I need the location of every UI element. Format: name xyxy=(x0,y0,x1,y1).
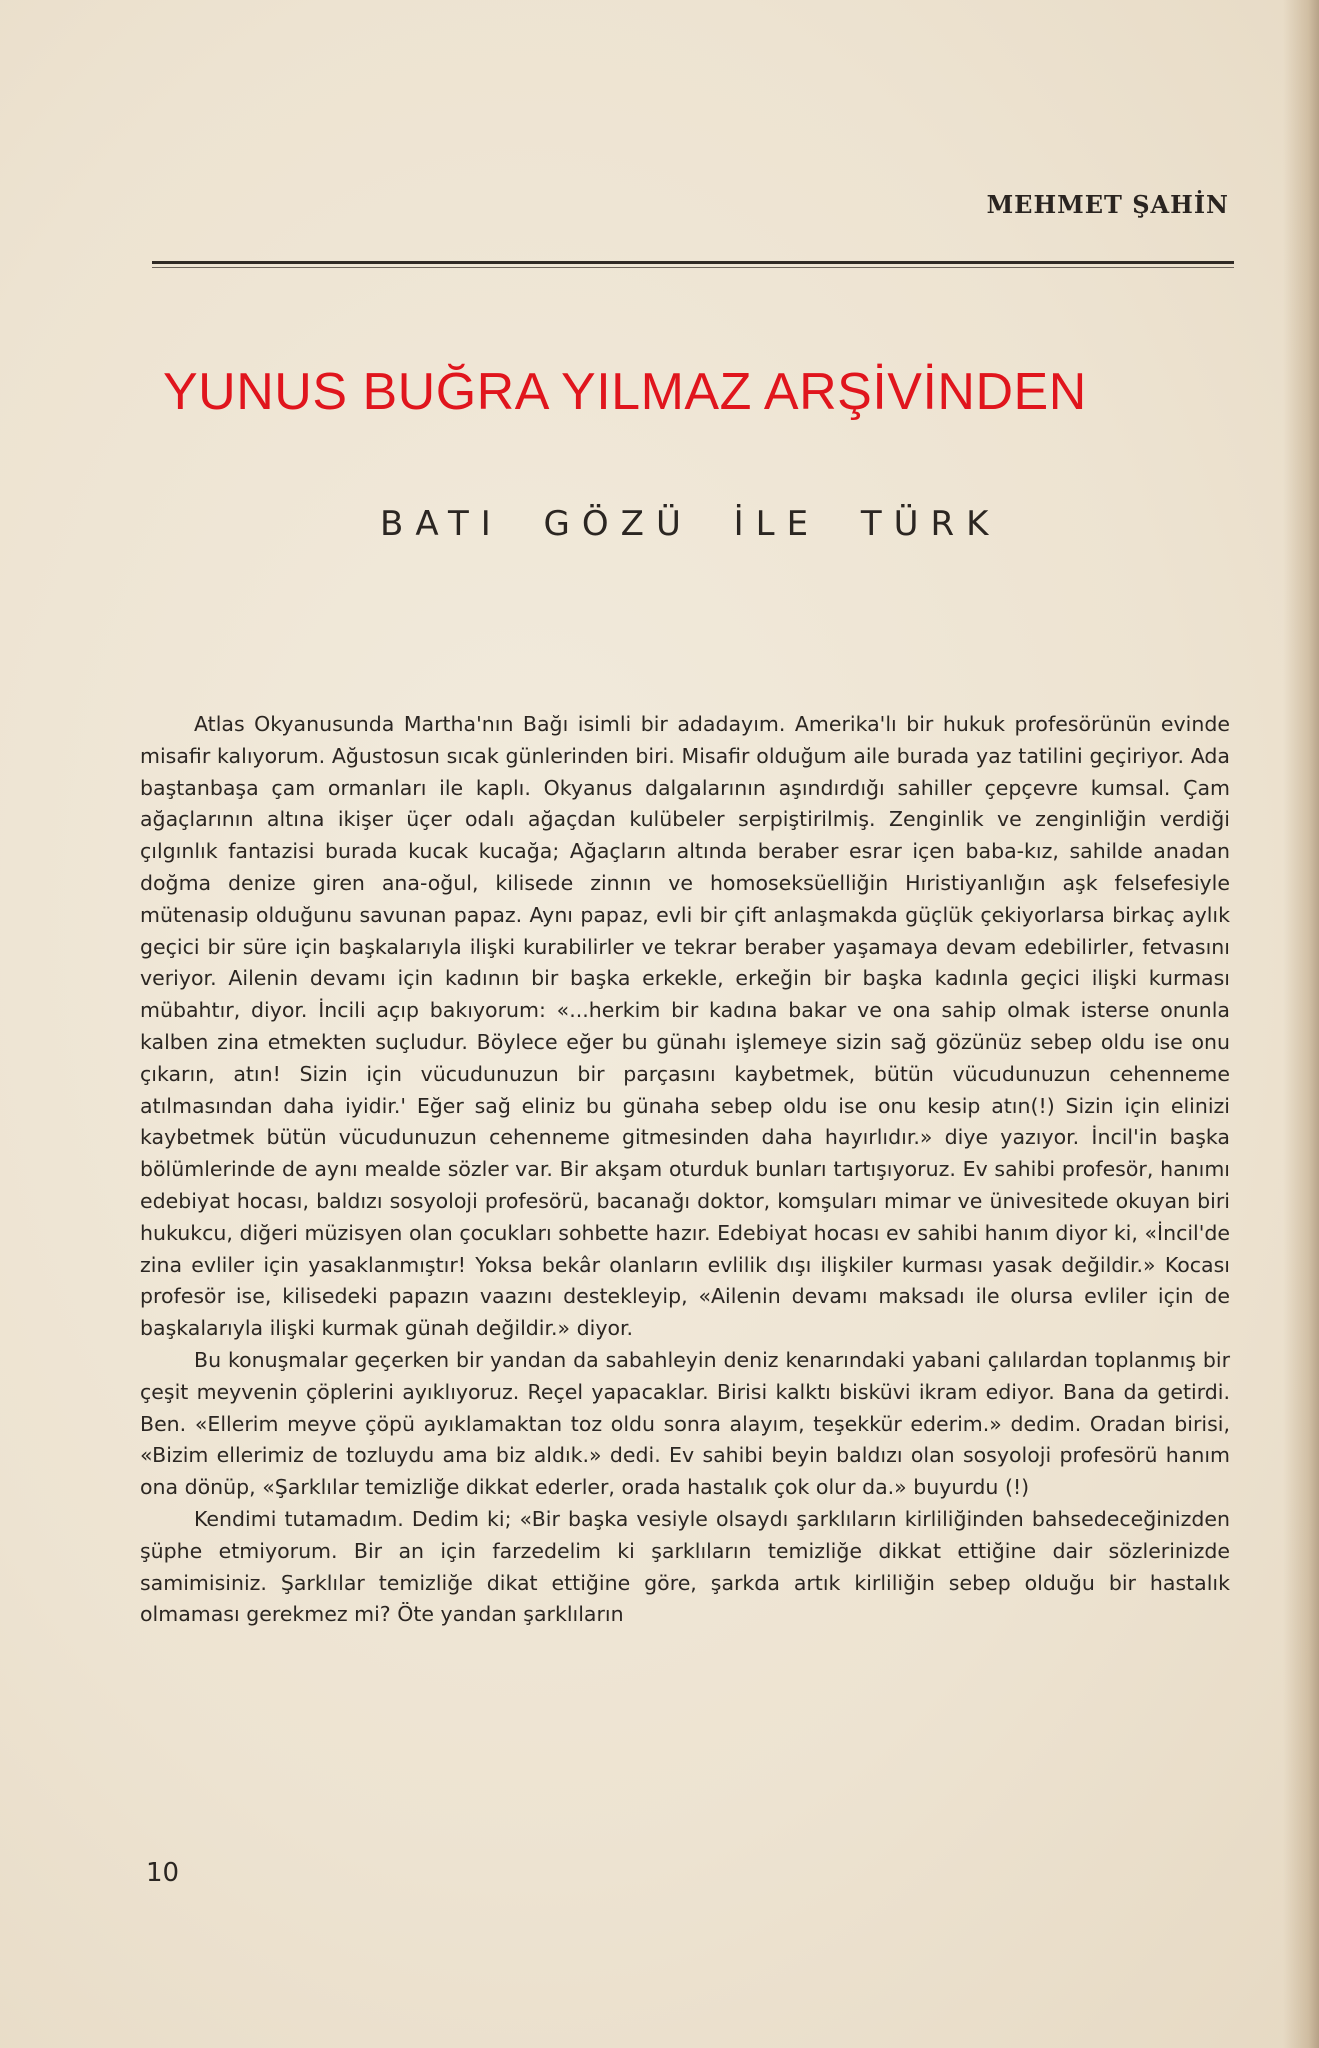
archive-title: YUNUS BUĞRA YILMAZ ARŞİVİNDEN xyxy=(163,363,1087,421)
header-rule xyxy=(152,261,1234,264)
page-edge-shadow xyxy=(1283,0,1319,2048)
article-body xyxy=(140,709,1230,1631)
paragraph: Bu konuşmalar geçerken bir yandan da sabahleyin deniz kenarındaki yabani çalılardan toplanmış bir çeşit meyvenin çöplerini ayıklıyoruz. Reçel yapacaklar. Birisi kalktı bisküvi ikram ediyor. Bana da getirdi. Ben. «Ellerim meyve çöpü ayıklamaktan toz oldu sonra alayım, teşekkür ederim.» dedim. Oradan birisi, «Bizim ellerimiz de tozluydu ama biz aldık.» dedi. Ev sahibi beyin baldızı olan sosyoloji profesörü hanım ona dönüp, «Şarklılar temizliğe dikkat ederler, orada hastalık çok olur da.» buyurdu (!) xyxy=(140,1347,1230,1500)
paragraph: Atlas Okyanusunda Martha'nın Bağı isimli bir adadayım. Amerika'lı bir hukuk profesörünün evinde misafir kalıyorum. Ağustosun sıcak günlerinden biri. Misafir olduğum aile burada yaz tatilini geçiriyor. Ada baştanbaşa çam ormanları ile kaplı. Okyanus dalgalarının aşındırdığı sahiller çepçevre kumsal. Çam ağaçlarının altına ikişer üçer odalı ağaçdan kulübeler serpiştirilmiş. Zenginlik ve zenginliğin verdiği çılgınlık fantazisi burada kucak kucağa; Ağaçların altında beraber esrar içen baba-kız, sahilde anadan doğma denize giren ana-oğul, kilisede zinnın ve homoseksüelliğin Hıristiyanlığın aşk felsefesiyle mütenasip olduğunu savunan papaz. Aynı papaz, evli bir çift anlaşmakda güçlük çekiyorlarsa birkaç aylık geçici bir süre için başkalarıyla ilişki kurabilirler ve tekrar beraber yaşamaya devam edebilirler, fetvasını veriyor. Ailenin devamı için kadının bir başka erkekle, erkeğin bir başka kadınla geçici ilişki kurması mübahtır, diyor. İncili açıp bakıyorum: «...herkim bir kadına bakar ve ona sahip olmak isterse onunla kalben zina etmekten suçludur. Böylece eğer bu günahı işlemeye sizin sağ gözünüz sebep oldu ise onu çıkarın, atın! Sizin için vücudunuzun bir parçasını kaybetmek, bütün vücudunuzun cehenneme atılmasından daha iyidir.' Eğer sağ eliniz bu günaha sebep oldu ise onu kesip atın(!) Sizin için elinizi kaybetmek bütün vücudunuzun cehenneme gitmesinden daha hayırlıdır.» diye yazıyor. İncil'in başka bölümlerinde de aynı mealde sözler var. Bir akşam oturduk bunları tartışıyoruz. Ev sahibi profesör, hanımı edebiyat hocası, baldızı sosyoloji profesörü, bacanağı doktor, komşuları mimar ve ünivesitede okuyan biri hukukcu, diğeri müzisyen olan çocukları sohbette hazır. Edebiyat hocası ev sahibi hanım diyor ki, «İncil'de zina evliler için yasaklanmıştır! Yoksa bekâr olanların evlilik dışı ilişkiler kurması yasak değildir.» Kocası profesör ise, kilisedeki papazın vaazını destekleyip, «Ailenin devamı maksadı ile olursa evliler için de başkalarıyla ilişki kurmak günah değildir.» diyor. xyxy=(140,712,1230,1341)
page-number: 10 xyxy=(146,1858,180,1888)
article-title: BATI GÖZÜ İLE TÜRK xyxy=(380,504,1001,544)
author-name: MEHMET ŞAHİN xyxy=(986,190,1229,219)
header-rule-thin xyxy=(152,267,1234,268)
paragraph: Kendimi tutamadım. Dedim ki; «Bir başka vesiyle olsaydı şarklıların kirliliğinden bahsedeceğinizden şüphe etmiyorum. Bir an için farzedelim ki şarklıların temizliğe dikkat ettiğine dair sözlerinizde samimisiniz. Şarklılar temizliğe dikat ettiğine göre, şarkda artık kirliliğin sebep olduğu bir hastalık olmaması gerekmez mi? Öte yandan şarklıların xyxy=(140,1506,1230,1627)
